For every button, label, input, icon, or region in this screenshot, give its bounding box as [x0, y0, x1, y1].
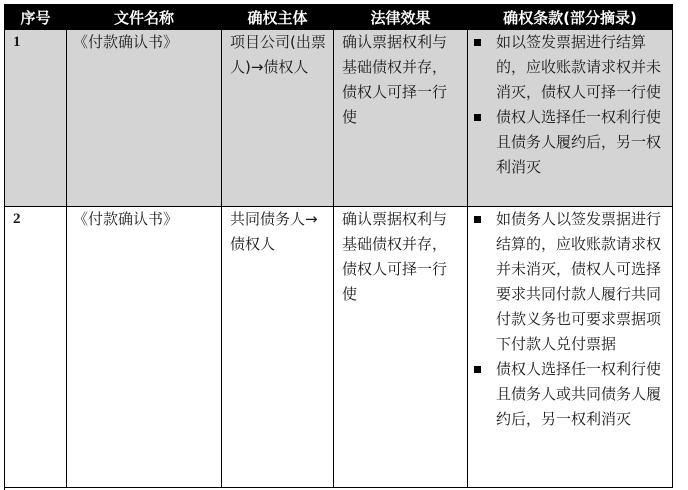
header-legal-effect: 法律效果	[334, 5, 468, 30]
clause-item	[496, 207, 666, 357]
row-index: 2	[13, 211, 21, 227]
square-bullet-icon	[474, 114, 481, 121]
legal-effect-text: 确认票据权利与基础债权并存，债权人可择一行使	[342, 33, 448, 126]
document-name: 《付款确认书》	[73, 210, 179, 228]
clause-item	[496, 30, 666, 105]
legal-effect-cell	[334, 30, 468, 207]
subject-text: 项目公司(出票人)→债权人	[230, 33, 326, 76]
clauses-cell	[468, 30, 673, 207]
header-document-name: 文件名称	[67, 5, 222, 30]
subject-text: 共同债务人→债权人	[230, 210, 318, 253]
row-index: 1	[13, 34, 21, 50]
square-bullet-icon	[474, 216, 481, 223]
document-name-cell	[67, 30, 222, 207]
legal-effect-text: 确认票据权利与基础债权并存，债权人可择一行使	[342, 210, 448, 303]
clauses-cell	[468, 207, 673, 488]
clause-item	[496, 105, 666, 180]
clause-item	[496, 357, 666, 432]
table-row	[5, 30, 673, 207]
table-header-row	[5, 5, 673, 30]
subject-cell	[222, 30, 334, 207]
header-subject: 确权主体	[222, 5, 334, 30]
document-name: 《付款确认书》	[73, 33, 179, 51]
clause-text: 如以签发票据进行结算的，应收账款请求权并未消灭，债权人可择一行使	[496, 33, 662, 101]
row-index-cell	[5, 207, 67, 488]
subject-cell	[222, 207, 334, 488]
clause-list	[468, 207, 672, 432]
header-index: 序号	[5, 5, 67, 30]
clause-text: 债权人选择任一权利行使且债务人履约后，另一权利消灭	[496, 108, 662, 176]
row-index-cell	[5, 30, 67, 207]
square-bullet-icon	[474, 39, 481, 46]
clause-list	[468, 30, 672, 180]
document-name-cell	[67, 207, 222, 488]
square-bullet-icon	[474, 366, 481, 373]
clause-text: 如债务人以签发票据进行结算的，应收账款请求权并未消灭，债权人可选择要求共同付款人履行共同付款义务也可要求票据项下付款人兑付票据	[496, 210, 662, 353]
header-clauses: 确权条款(部分摘录)	[468, 5, 673, 30]
clause-text: 债权人选择任一权利行使且债务人或共同债务人履约后，另一权利消灭	[496, 360, 662, 428]
rights-confirmation-table	[4, 4, 673, 488]
legal-effect-cell	[334, 207, 468, 488]
table-row	[5, 207, 673, 488]
